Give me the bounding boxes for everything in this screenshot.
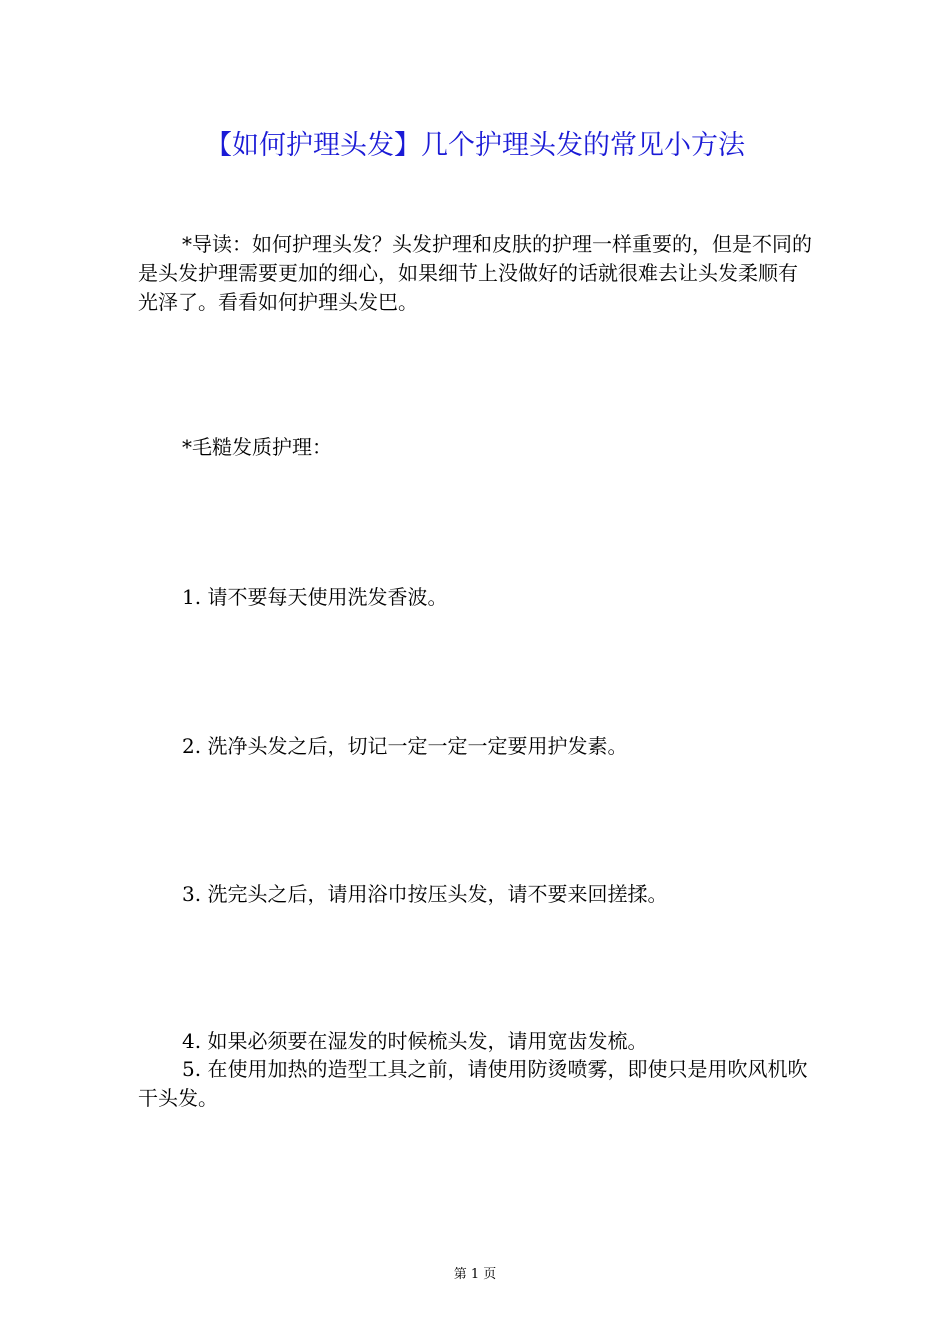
document-title: 【如何护理头发】几个护理头发的常见小方法 <box>205 130 745 161</box>
intro-paragraph: *导读：如何护理头发？头发护理和皮肤的护理一样重要的，但是不同的是头发护理需要更加的细心，如果细节上没做好的话就很难去让头发柔顺有光泽了。看看如何护理头发巴。 <box>138 232 812 314</box>
list-item: 3. 洗完头之后，请用浴巾按压头发，请不要来回搓揉。 <box>182 882 668 906</box>
page-number: 第 1 页 <box>453 1267 497 1282</box>
list-item: 1. 请不要每天使用洗发香波。 <box>182 585 448 609</box>
list-item: 2. 洗净头发之后，切记一定一定一定要用护发素。 <box>182 734 628 758</box>
list-item: 5. 在使用加热的造型工具之前，请使用防烫喷雾，即使只是用吹风机吹干头发。 <box>138 1057 808 1110</box>
section-heading: *毛糙发质护理： <box>182 435 332 459</box>
list-item: 4. 如果必须要在湿发的时候梳头发，请用宽齿发梳。 <box>182 1029 648 1053</box>
